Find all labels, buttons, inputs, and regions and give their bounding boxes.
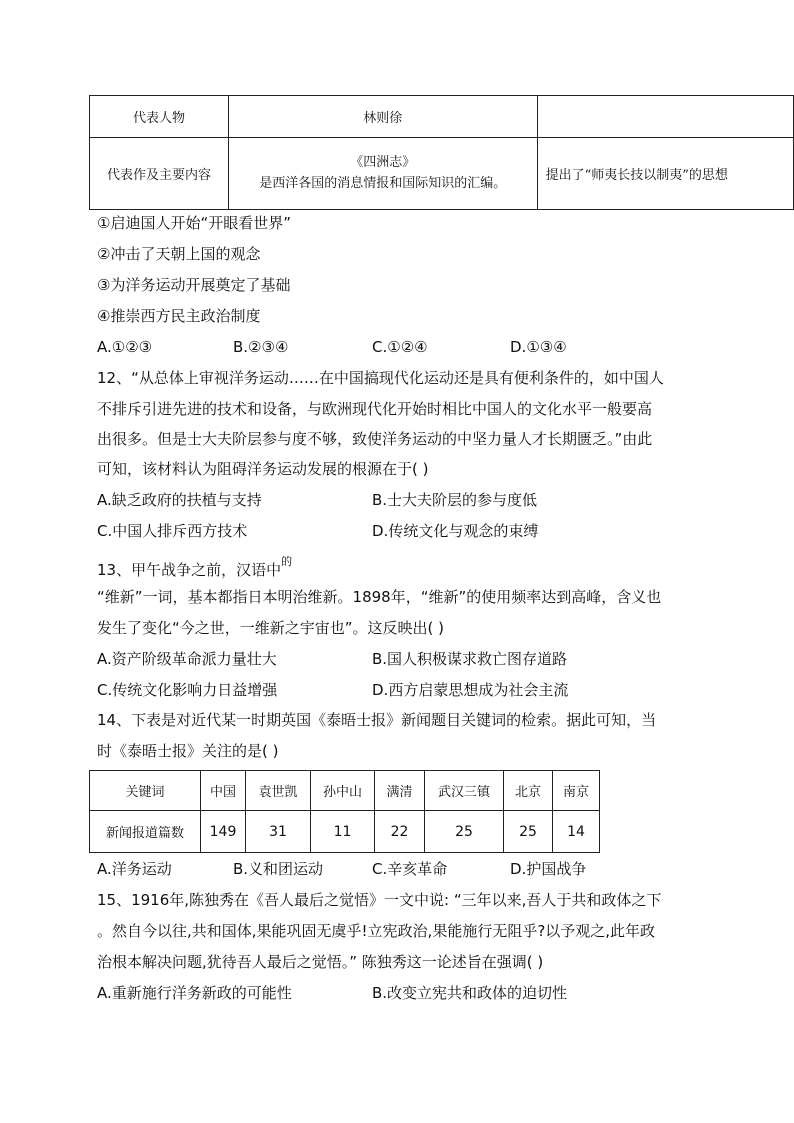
q11-option-b[interactable]: B.②③④ — [233, 338, 289, 356]
q13-stem-line: 发生了变化“今之世，一维新之宇宙也”。这反映出( ) — [97, 619, 445, 637]
table-row — [90, 811, 600, 853]
q15-stem-line: 。然自今以往,共和国体,果能巩固无虞乎!立宪政治,果能施行无阻乎?以予观之,此年政 — [97, 922, 656, 940]
q11-option-d[interactable]: D.①③④ — [510, 338, 567, 356]
q12-option-d[interactable]: D.传统文化与观念的束缚 — [372, 522, 539, 540]
header-cell: 孙中山 — [311, 771, 375, 811]
value-cell: 22 — [375, 811, 425, 853]
q14-option-d[interactable]: D.护国战争 — [510, 860, 587, 878]
q14-option-c[interactable]: C.辛亥革命 — [372, 860, 448, 878]
q11-option-c[interactable]: C.①②④ — [372, 338, 428, 356]
table-cell-empty — [537, 96, 793, 138]
statement-2: ②冲击了天朝上国的观念 — [97, 245, 261, 263]
table-cell-label: 代表作及主要内容 — [90, 138, 229, 210]
q15-stem-line: 治根本解决问题,犹待吾人最后之觉悟。” 陈独秀这一论述旨在强调( ) — [97, 953, 544, 971]
header-cell: 袁世凯 — [246, 771, 311, 811]
keyword-table — [89, 770, 600, 853]
value-cell: 25 — [504, 811, 553, 853]
q12-stem-line: 出很多。但是士大夫阶层参与度不够，致使洋务运动的中坚力量人才长期匮乏。”由此 — [97, 430, 653, 448]
header-cell: 北京 — [504, 771, 553, 811]
table-row — [90, 96, 794, 138]
value-cell: 11 — [311, 811, 375, 853]
q13-option-a[interactable]: A.资产阶级革命派力量壮大 — [97, 650, 277, 668]
value-cell: 14 — [553, 811, 600, 853]
q15-option-b[interactable]: B.改变立宪共和政体的迫切性 — [372, 984, 568, 1002]
header-cell: 武汉三镇 — [425, 771, 504, 811]
table-cell-idea: 提出了“师夷长技以制夷”的思想 — [537, 138, 793, 210]
statement-3: ③为洋务运动开展奠定了基础 — [97, 276, 291, 294]
q12-stem-line: 12、“从总体上审视洋务运动……在中国搞现代化运动还是具有便利条件的，如中国人 — [97, 369, 664, 387]
header-cell: 满清 — [375, 771, 425, 811]
q12-option-c[interactable]: C.中国人排斥西方技术 — [97, 522, 248, 540]
row-label-cell: 新闻报道篇数 — [90, 811, 201, 853]
header-cell: 南京 — [553, 771, 600, 811]
q13-stem-line — [97, 556, 292, 580]
value-cell: 149 — [201, 811, 246, 853]
representative-table — [89, 95, 794, 210]
q15-option-a[interactable]: A.重新施行洋务新政的可能性 — [97, 984, 292, 1002]
q11-option-a[interactable]: A.①②③ — [97, 338, 153, 356]
table-cell-person: 林则徐 — [228, 96, 537, 138]
q14-stem-line: 时《泰晤士报》关注的是( ) — [97, 742, 279, 760]
header-cell: 中国 — [201, 771, 246, 811]
header-cell: 关键词 — [90, 771, 201, 811]
statement-1: ①启迪国人开始“开眼看世界” — [97, 214, 291, 232]
q13-option-b[interactable]: B.国人积极谋求救亡图存道路 — [372, 650, 568, 668]
table-row — [90, 138, 794, 210]
q12-option-a[interactable]: A.缺乏政府的扶植与支持 — [97, 491, 262, 509]
q12-stem-line: 不排斥引进先进的技术和设备，与欧洲现代化开始时相比中国人的文化水平一般要高 — [97, 400, 653, 418]
table-cell-label: 代表人物 — [90, 96, 229, 138]
q13-option-d[interactable]: D.西方启蒙思想成为社会主流 — [372, 681, 569, 699]
table-header-row — [90, 771, 600, 811]
q12-stem-line: 可知，该材料认为阻碍洋务运动发展的根源在于( ) — [97, 460, 429, 478]
value-cell: 31 — [246, 811, 311, 853]
q13-stem-line: “维新”一词，基本都指日本明治维新。1898年，“维新”的使用频率达到高峰，含义也 — [97, 588, 662, 606]
value-cell: 25 — [425, 811, 504, 853]
book-content: 是西洋各国的消息情报和国际知识的汇编。 — [259, 175, 507, 191]
q14-option-b[interactable]: B.义和团运动 — [233, 860, 324, 878]
q14-option-a[interactable]: A.洋务运动 — [97, 860, 172, 878]
q15-stem-line: 15、1916年,陈独秀在《吾人最后之觉悟》一文中说: “三年以来,吾人于共和政体之下 — [97, 891, 662, 909]
q14-stem-line: 14、下表是对近代某一时期英国《泰晤士报》新闻题目关键词的检索。据此可知，当 — [97, 711, 657, 729]
table-cell-work — [228, 138, 537, 210]
q13-superscript: 的 — [281, 555, 293, 568]
book-title: 《四洲志》 — [350, 154, 416, 170]
statement-4: ④推崇西方民主政治制度 — [97, 307, 261, 325]
q13-stem-text: 13、甲午战争之前，汉语中 — [97, 561, 282, 579]
q13-option-c[interactable]: C.传统文化影响力日益增强 — [97, 681, 278, 699]
q12-option-b[interactable]: B.士大夫阶层的参与度低 — [372, 491, 538, 509]
